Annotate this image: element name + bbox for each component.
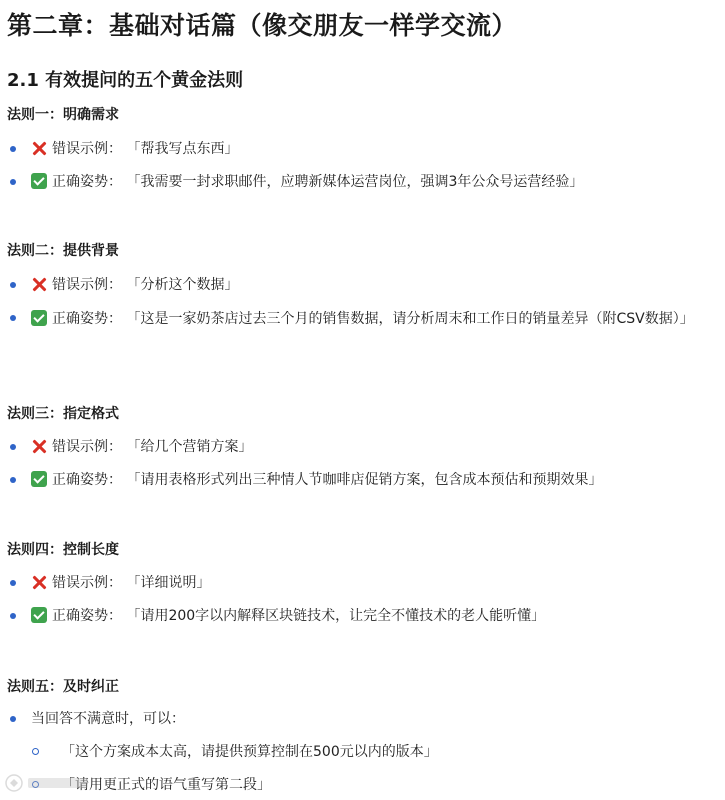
right-label: 正确姿势： <box>52 174 122 190</box>
check-mark-icon <box>31 471 47 487</box>
bullet <box>10 477 16 483</box>
wrong-label: 错误示例： <box>52 141 122 157</box>
list-item-text <box>31 273 719 297</box>
wrong-example: 「详细说明」 <box>126 575 211 591</box>
chapter-title: 第二章：基础对话篇（像交朋友一样学交流） <box>7 11 518 40</box>
bullet <box>10 580 16 586</box>
list-item-text <box>31 137 719 161</box>
rule-1-title: 法则一：明确需求 <box>7 107 119 123</box>
wrong-label: 错误示例： <box>52 575 122 591</box>
check-mark-icon <box>31 607 47 623</box>
list-item-text <box>31 306 719 332</box>
cross-mark-icon <box>31 140 47 156</box>
bullet <box>10 146 16 152</box>
wrong-label: 错误示例： <box>52 277 122 293</box>
rule-3-title: 法则三：指定格式 <box>7 406 119 422</box>
list-item-text <box>31 604 719 628</box>
section-title: 2.1 有效提问的五个黄金法则 <box>7 70 244 91</box>
watermark-logo <box>4 772 94 794</box>
right-label: 正确姿势： <box>52 311 122 327</box>
list-item-text <box>31 435 719 459</box>
wrong-label: 错误示例： <box>52 439 122 455</box>
bullet <box>10 315 16 321</box>
check-mark-icon <box>31 310 47 326</box>
wrong-example: 「给几个营销方案」 <box>126 439 253 455</box>
list-item-text <box>31 170 719 194</box>
right-example: 「请用表格形式列出三种情人节咖啡店促销方案，包含成本预估和预期效果」 <box>126 472 603 488</box>
cross-mark-icon <box>31 574 47 590</box>
rule-4-title: 法则四：控制长度 <box>7 542 119 558</box>
right-example: 「我需要一封求职邮件，应聘新媒体运营岗位，强调3年公众号运营经验」 <box>126 174 584 190</box>
bullet <box>10 716 16 722</box>
right-label: 正确姿势： <box>52 472 122 488</box>
rule-2-title: 法则二：提供背景 <box>7 243 119 259</box>
sub-list-item-text: 「这个方案成本太高，请提供预算控制在500元以内的版本」 <box>61 744 438 760</box>
bullet <box>10 444 16 450</box>
cross-mark-icon <box>31 276 47 292</box>
list-item-text <box>31 571 719 595</box>
check-mark-icon <box>31 173 47 189</box>
bullet <box>10 282 16 288</box>
rule-5-title: 法则五：及时纠正 <box>7 679 119 695</box>
wrong-example: 「帮我写点东西」 <box>126 141 239 157</box>
wrong-example: 「分析这个数据」 <box>126 277 239 293</box>
list-item-text <box>31 468 719 492</box>
bullet <box>10 613 16 619</box>
cross-mark-icon <box>31 438 47 454</box>
sub-bullet <box>32 748 39 755</box>
sub-list-item-text: 「请用更正式的语气重写第二段」 <box>61 777 271 793</box>
right-label: 正确姿势： <box>52 608 122 624</box>
right-example: 「这是一家奶茶店过去三个月的销售数据，请分析周末和工作日的销量差异（附CSV数据）」 <box>126 311 694 327</box>
right-example: 「请用200字以内解释区块链技术，让完全不懂技术的老人能听懂」 <box>126 608 546 624</box>
bullet <box>10 179 16 185</box>
list-item-text: 当回答不满意时，可以： <box>31 711 185 727</box>
